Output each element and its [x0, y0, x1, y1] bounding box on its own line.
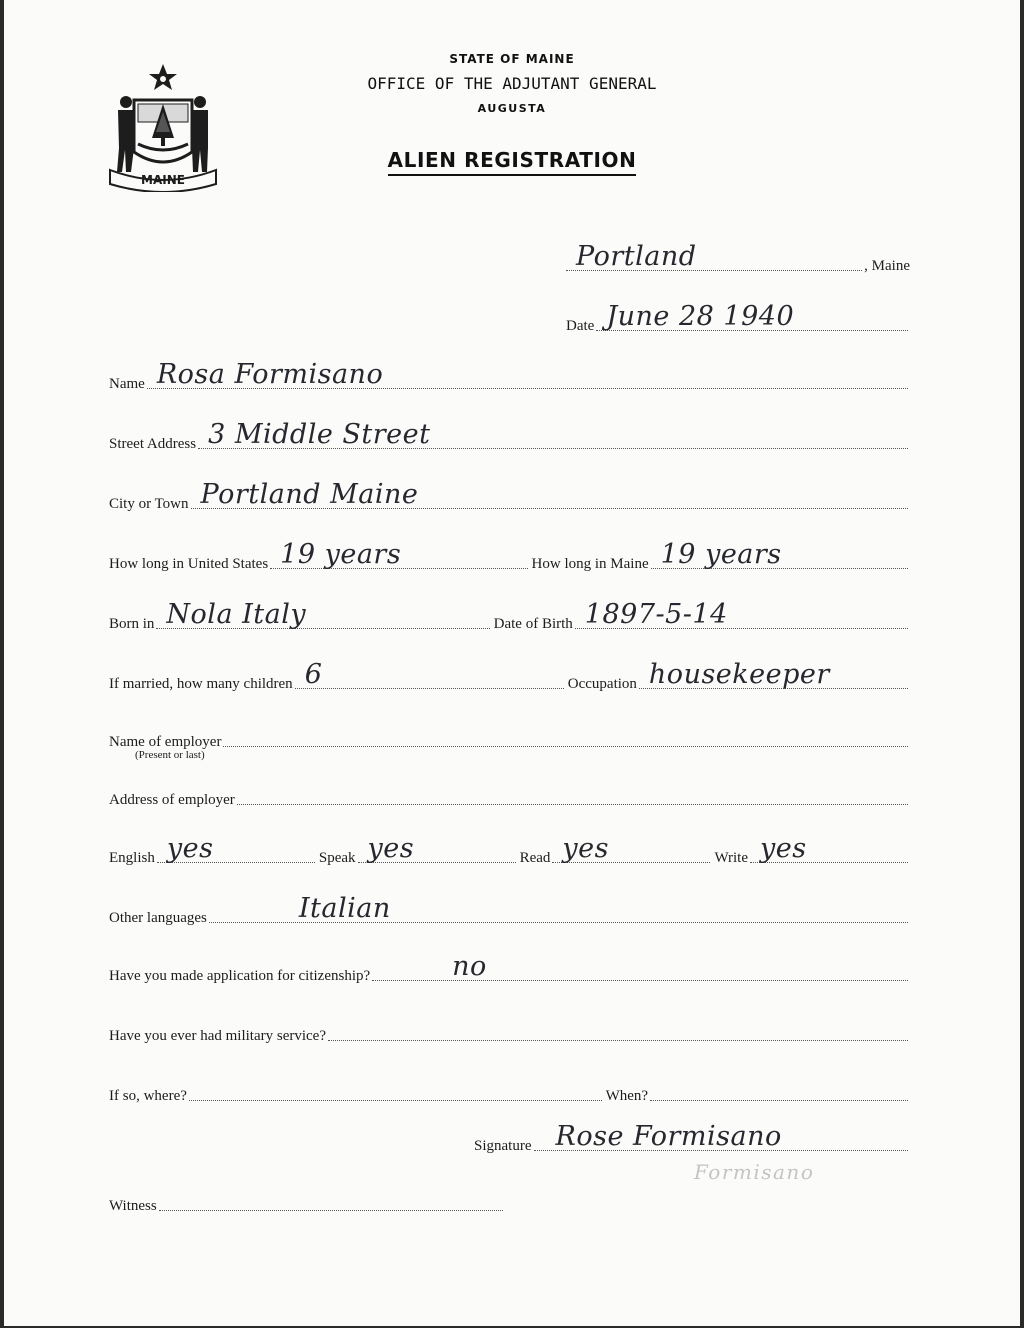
city-label: City or Town — [109, 496, 189, 512]
military-field[interactable] — [328, 1006, 908, 1041]
occupation-label: Occupation — [567, 676, 637, 692]
military-label: Have you ever had military service? — [109, 1028, 326, 1044]
english-value: yes — [166, 833, 214, 864]
write-field[interactable] — [750, 828, 908, 863]
city-value: Portland Maine — [200, 479, 419, 510]
signature-value: Rose Formisano — [555, 1121, 782, 1152]
service-where-row — [109, 1066, 910, 1104]
employer-address-label: Address of employer — [109, 792, 235, 808]
military-row — [109, 1006, 910, 1044]
employer-name-sublabel: (Present or last) — [135, 749, 205, 761]
english-field[interactable] — [157, 828, 315, 863]
speak-field[interactable] — [358, 828, 516, 863]
occupation-value: housekeeper — [648, 659, 830, 690]
where-label: If so, where? — [109, 1088, 187, 1104]
how-long-us-value: 19 years — [280, 539, 402, 570]
seal-banner-text: MAINE — [141, 173, 185, 187]
street-address-label: Street Address — [109, 436, 197, 452]
write-value: yes — [759, 833, 807, 864]
form-title: ALIEN REGISTRATION — [4, 148, 1020, 172]
name-field[interactable] — [147, 354, 908, 389]
place-row — [564, 236, 910, 274]
signature-field[interactable] — [534, 1116, 909, 1151]
place-field[interactable] — [566, 236, 862, 271]
date-value: June 28 1940 — [606, 301, 795, 332]
employer-name-field[interactable] — [223, 712, 908, 747]
children-field[interactable] — [295, 654, 564, 689]
how-long-us-field[interactable] — [270, 534, 527, 569]
signature-row — [474, 1116, 910, 1154]
street-address-field[interactable] — [198, 414, 908, 449]
born-in-field[interactable] — [156, 594, 489, 629]
name-label: Name — [109, 376, 145, 392]
children-label: If married, how many children — [109, 676, 293, 692]
employer-name-label-text: Name of employer — [109, 734, 222, 750]
signature-label: Signature — [474, 1138, 532, 1154]
birth-row — [109, 594, 910, 632]
when-field[interactable] — [650, 1066, 908, 1101]
witness-field[interactable] — [159, 1176, 503, 1211]
employer-address-field[interactable] — [237, 770, 908, 805]
language-skills-row — [109, 828, 910, 866]
citizenship-row — [109, 946, 910, 984]
where-field[interactable] — [189, 1066, 602, 1101]
street-address-row — [109, 414, 910, 452]
city-row — [109, 474, 910, 512]
witness-label: Witness — [109, 1198, 157, 1214]
english-label: English — [109, 850, 155, 866]
how-long-maine-field[interactable] — [651, 534, 908, 569]
read-label: Read — [519, 850, 551, 866]
citizenship-field[interactable] — [372, 946, 908, 981]
write-label: Write — [714, 850, 748, 866]
other-languages-field[interactable] — [209, 888, 908, 923]
registration-form — [4, 0, 1020, 1326]
name-value: Rosa Formisano — [156, 359, 384, 390]
employer-address-row — [109, 770, 910, 808]
how-long-maine-value: 19 years — [660, 539, 782, 570]
header-state: STATE OF MAINE — [449, 52, 575, 66]
signature-annotation: Formisano — [694, 1160, 815, 1184]
other-languages-value: Italian — [298, 893, 391, 924]
born-in-value: Nola Italy — [166, 599, 307, 630]
speak-value: yes — [367, 833, 415, 864]
other-languages-row — [109, 888, 910, 926]
header-city: AUGUSTA — [477, 102, 547, 115]
date-of-birth-value: 1897-5-14 — [584, 599, 728, 630]
place-value: Portland — [576, 241, 697, 272]
read-value: yes — [562, 833, 609, 864]
street-address-value: 3 Middle Street — [208, 419, 431, 450]
other-languages-label: Other languages — [109, 910, 207, 926]
how-long-us-label: How long in United States — [109, 556, 269, 572]
date-row — [566, 296, 910, 334]
citizenship-label: Have you made application for citizenship? — [109, 968, 371, 984]
speak-label: Speak — [318, 850, 356, 866]
witness-row — [109, 1176, 505, 1214]
name-row — [109, 354, 910, 392]
when-label: When? — [605, 1088, 649, 1104]
employer-name-row — [109, 712, 910, 761]
city-field[interactable] — [191, 474, 908, 509]
date-of-birth-field[interactable] — [575, 594, 908, 629]
date-of-birth-label: Date of Birth — [493, 616, 573, 632]
born-in-label: Born in — [109, 616, 155, 632]
family-row — [109, 654, 910, 692]
read-field[interactable] — [552, 828, 710, 863]
header-office: OFFICE OF THE ADJUTANT GENERAL — [367, 74, 657, 93]
occupation-field[interactable] — [639, 654, 908, 689]
residency-row — [109, 534, 910, 572]
place-suffix: , Maine — [864, 258, 910, 274]
employer-name-label — [109, 735, 221, 761]
citizenship-value: no — [452, 951, 487, 982]
how-long-maine-label: How long in Maine — [531, 556, 649, 572]
date-field[interactable] — [596, 296, 908, 331]
children-value: 6 — [304, 659, 323, 690]
date-label: Date — [566, 318, 595, 334]
